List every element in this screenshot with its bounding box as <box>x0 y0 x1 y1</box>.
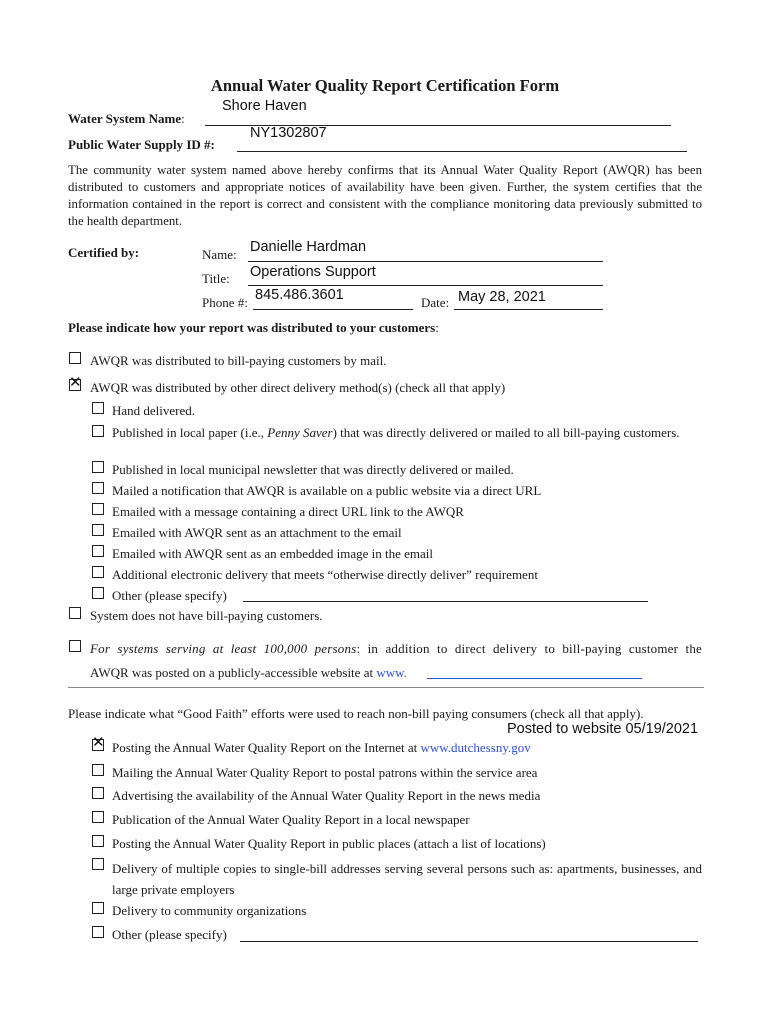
date-field[interactable]: May 28, 2021 <box>458 289 546 305</box>
internet-option-label: Posting the Annual Water Quality Report on the Internet at www.dutchessny.gov <box>112 740 531 755</box>
publication-label: Publication of the Annual Water Quality Report in a local newspaper <box>112 812 470 827</box>
pws-id-label: Public Water Supply ID #: <box>68 137 215 152</box>
local-paper-label: Published in local paper (i.e., Penny Saver) that was directly delivered or mailed to all bill-paying customers. <box>112 425 680 440</box>
name-field[interactable]: Danielle Hardman <box>250 239 367 255</box>
no-bill-label: System does not have bill-paying customers. <box>90 608 323 623</box>
advertising-checkbox[interactable] <box>92 787 104 799</box>
name-label: Name: <box>202 247 237 262</box>
mailing-checkbox[interactable] <box>92 764 104 776</box>
email-url-checkbox[interactable] <box>92 503 104 515</box>
phone-field[interactable]: 845.486.3601 <box>255 287 344 303</box>
community-label: Delivery to community organizations <box>112 903 307 918</box>
good-faith-question: Please indicate what “Good Faith” efforts were used to reach non-bill paying consumers (check all that apply). <box>68 706 644 721</box>
section-divider <box>68 687 704 688</box>
other-direct-checkbox[interactable] <box>69 379 81 391</box>
pws-id-line <box>237 151 687 152</box>
intro-paragraph: The community water system named above hereby confirms that its Annual Water Quality Report (AWQR) has been distributed to customers and appropriate notices of availability have been given. Further, the system certifies that the information contained in the report is correct and consistent with the compliance monitoring data previously submitted to the health department. <box>68 163 702 228</box>
email-attachment-checkbox[interactable] <box>92 524 104 536</box>
community-checkbox[interactable] <box>92 902 104 914</box>
multiple-copies-label: Delivery of multiple copies to single-bill addresses serving several persons such as: apartments, businesses, and large private employers <box>112 861 702 897</box>
newsletter-checkbox[interactable] <box>92 461 104 473</box>
water-system-label: Water System Name: <box>68 111 185 126</box>
date-line <box>454 309 603 310</box>
phone-line <box>253 309 413 310</box>
title-field[interactable]: Operations Support <box>250 264 376 280</box>
posted-note: Posted to website 05/19/2021 <box>507 721 699 737</box>
no-bill-checkbox[interactable] <box>69 607 81 619</box>
electronic-delivery-label: Additional electronic delivery that meets “otherwise directly deliver” requirement <box>112 567 538 582</box>
electronic-delivery-checkbox[interactable] <box>92 566 104 578</box>
other-direct-option-label: AWQR was distributed by other direct delivery method(s) (check all that apply) <box>90 380 506 395</box>
email-url-label: Emailed with a message containing a direct URL link to the AWQR <box>112 504 464 519</box>
certified-by-heading: Certified by: <box>68 245 140 260</box>
form-title: Annual Water Quality Report Certification Form <box>210 76 560 95</box>
public-places-label: Posting the Annual Water Quality Report in public places (attach a list of locations) <box>112 836 546 851</box>
large-systems-checkbox[interactable] <box>69 640 81 652</box>
email-embedded-checkbox[interactable] <box>92 545 104 557</box>
other-specify-checkbox[interactable] <box>92 587 104 599</box>
newsletter-label: Published in local municipal newsletter that was directly delivered or mailed. <box>112 462 514 477</box>
date-label: Date: <box>421 295 450 310</box>
notification-label: Mailed a notification that AWQR is available on a public website via a direct URL <box>112 483 542 498</box>
good-faith-other-checkbox[interactable] <box>92 926 104 938</box>
large-systems-website-label: AWQR was posted on a publicly-accessible website at www. <box>90 665 407 680</box>
publication-checkbox[interactable] <box>92 811 104 823</box>
other-specify-line[interactable] <box>243 601 648 602</box>
internet-url-link[interactable]: www.dutchessny.gov <box>420 740 531 755</box>
email-attachment-label: Emailed with AWQR sent as an attachment to the email <box>112 525 402 540</box>
title-line <box>248 285 603 286</box>
local-paper-checkbox[interactable] <box>92 425 104 437</box>
other-specify-label: Other (please specify) <box>112 588 227 603</box>
website-url-line[interactable] <box>427 678 642 679</box>
hand-delivered-label: Hand delivered. <box>112 403 196 418</box>
public-places-checkbox[interactable] <box>92 835 104 847</box>
mailing-label: Mailing the Annual Water Quality Report to postal patrons within the service area <box>112 765 538 780</box>
phone-label: Phone #: <box>202 295 248 310</box>
pws-id-field[interactable]: NY1302807 <box>250 125 327 141</box>
large-systems-label: For systems serving at least 100,000 persons: in addition to direct delivery to bill-paying customer the <box>90 641 702 656</box>
email-embedded-label: Emailed with AWQR sent as an embedded image in the email <box>112 546 433 561</box>
internet-checkbox[interactable] <box>92 739 104 751</box>
mail-option-label: AWQR was distributed to bill-paying customers by mail. <box>90 353 387 368</box>
notification-checkbox[interactable] <box>92 482 104 494</box>
advertising-label: Advertising the availability of the Annual Water Quality Report in the news media <box>112 788 541 803</box>
name-line <box>248 261 603 262</box>
good-faith-other-line[interactable] <box>240 941 698 942</box>
title-label: Title: <box>202 271 230 286</box>
distribution-question: Please indicate how your report was distributed to your customers: <box>68 320 439 335</box>
good-faith-other-label: Other (please specify) <box>112 927 227 942</box>
mail-checkbox[interactable] <box>69 352 81 364</box>
hand-delivered-checkbox[interactable] <box>92 402 104 414</box>
multiple-copies-checkbox[interactable] <box>92 858 104 870</box>
water-system-field[interactable]: Shore Haven <box>222 98 307 114</box>
